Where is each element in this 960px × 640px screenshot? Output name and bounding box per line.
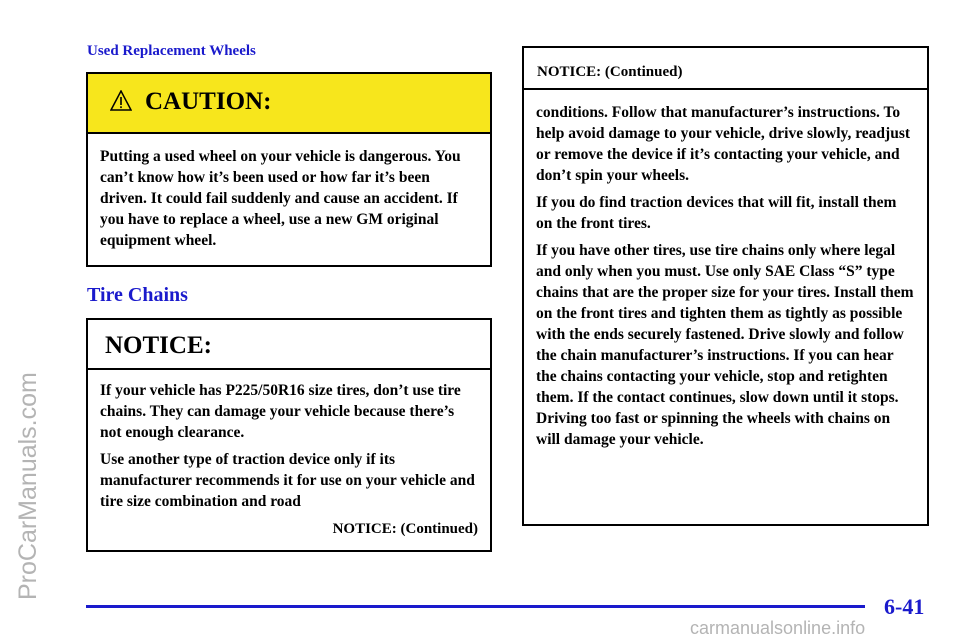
caution-paragraph: Putting a used wheel on your vehicle is dangerous. You can’t know how it’s been used or how far it’s been driven. It could fail suddenly and cause an accident. If you have to replace a wheel, use a new GM original equipment wheel. <box>100 148 461 249</box>
caution-title: CAUTION: <box>145 88 272 115</box>
footer-rule <box>86 605 865 608</box>
notice-continued-body <box>524 90 927 450</box>
notice-continued-paragraph: If you have other tires, use tire chains only where legal and only when you must. Use only SAE Class “S” type chains that are the proper size for your tires. Install them on the front tires and tighten them as tightly as possible with the ends securely fastened. Drive slowly and follow the chain manufacturer’s instructions. If you can hear the chains contacting your vehicle, stop and retighten them. If the contact continues, slow down until it stops. Driving too fast or spinning the wheels with chains on will damage your vehicle. <box>536 242 914 448</box>
notice-continued-header <box>524 48 927 90</box>
caution-body <box>88 134 490 251</box>
notice-paragraph: If your vehicle has P225/50R16 size tires, don’t use tire chains. They can damage your vehicle because there’s not enough clearance. <box>100 382 461 441</box>
side-watermark <box>0 0 70 640</box>
notice-continued-paragraph: If you do find traction devices that will fit, install them on the front tires. <box>536 194 897 232</box>
caution-box <box>86 72 492 267</box>
notice-continued-label: NOTICE: (Continued) <box>332 521 478 537</box>
notice-continued-paragraph: conditions. Follow that manufacturer’s instructions. To help avoid damage to your vehicle, drive slowly, readjust or remove the device if it’s contacting your vehicle, and don’t spin your wheels. <box>536 104 911 184</box>
caution-header <box>88 74 490 134</box>
notice-header <box>88 320 490 370</box>
notice-box <box>86 318 492 552</box>
page-number: 6-41 <box>884 594 925 619</box>
side-watermark-text: ProCarManuals.com <box>14 372 42 600</box>
bottom-watermark: carmanualsonline.info <box>690 618 866 638</box>
notice-title: NOTICE: <box>105 332 212 359</box>
warning-triangle-icon <box>110 90 132 112</box>
notice-paragraph: Use another type of traction device only if its manufacturer recommends it for use on your vehicle and tire size combination and road <box>100 451 475 510</box>
notice-continued-title: NOTICE: (Continued) <box>537 64 683 80</box>
notice-body <box>88 370 490 540</box>
heading-tire-chains: Tire Chains <box>87 284 188 306</box>
notice-continued-box <box>522 46 929 526</box>
heading-used-replacement-wheels: Used Replacement Wheels <box>87 43 256 59</box>
